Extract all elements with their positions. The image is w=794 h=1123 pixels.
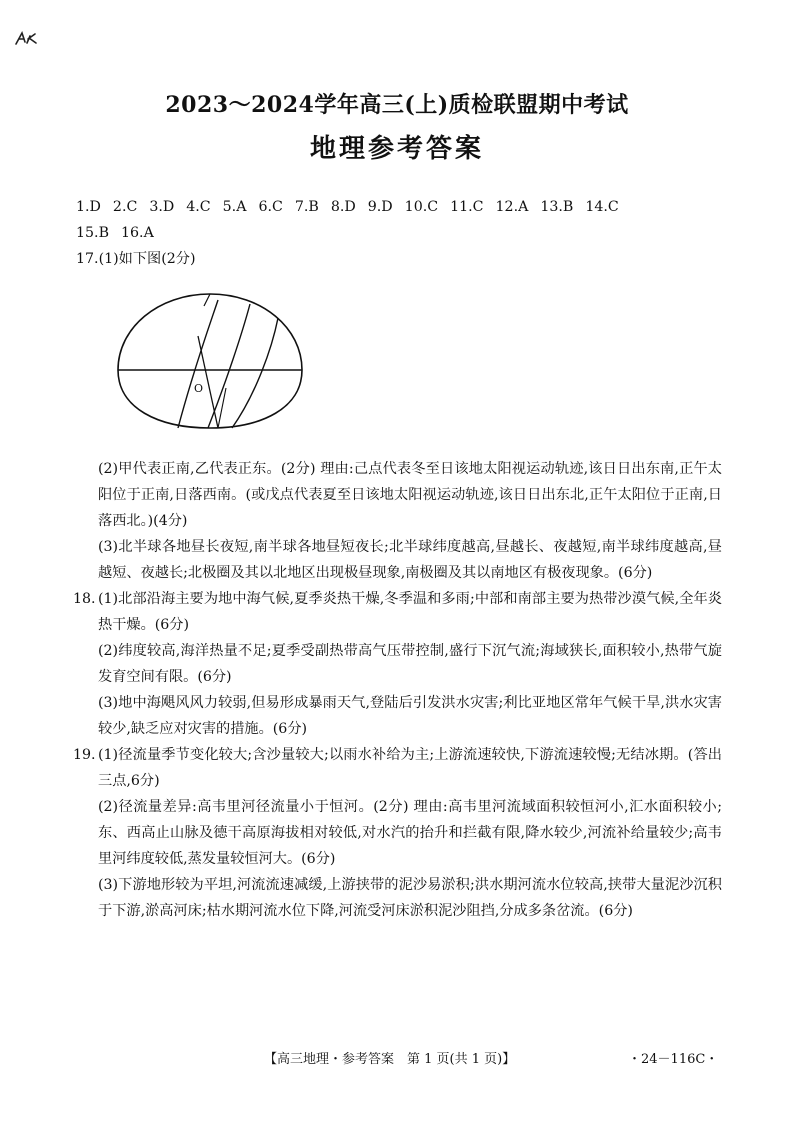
choice-answer: 16.A (121, 225, 154, 241)
choice-answer: 4.C (186, 199, 211, 215)
choice-answer: 1.D (76, 199, 101, 215)
answer-content (73, 194, 722, 924)
choice-answer: 8.D (330, 199, 356, 215)
q18 (73, 586, 722, 742)
choice-answer: 2.C (112, 199, 138, 215)
choice-answer: 5.A (222, 199, 247, 215)
q17-part3: (3)北半球各地昼长夜短,南半球各地昼短夜长;北半球纬度越高,昼越长、夜越短,南半球纬度越高,昼越短、夜越长;北极圈及其以北地区出现极昼现象,南极圈及其以南地区有极夜现象。(6分) (98, 539, 722, 581)
choice-answer: 10.C (404, 199, 439, 215)
choice-answers-line-1 (76, 194, 722, 220)
q19-number: 19. (73, 747, 96, 763)
footer-page-info: 【高三地理・参考答案 第 1 页(共 1 页)】 (264, 1052, 516, 1067)
q19-part3: (3)下游地形较为平坦,河流流速减缓,上游挟带的泥沙易淤积;洪水期河流水位较高,挟带大量泥沙沉积于下游,淤高河床;枯水期河流水位下降,河流受河床淤积泥沙阻挡,分成多条岔流。(6分) (98, 877, 722, 919)
q18-part3: (3)地中海飓风风力较弱,但易形成暴雨天气,登陆后引发洪水灾害;利比亚地区常年气候干旱,洪水灾害较少,缺乏应对灾害的措施。(6分) (98, 695, 722, 737)
choice-answer: 6.C (258, 199, 283, 215)
q18-part2: (2)纬度较高,海洋热量不足;夏季受副热带高气压带控制,盛行下沉气流;海域狭长,面积较小,热带气旋发育空间有限。(6分) (98, 643, 722, 685)
choice-answer: 14.C (585, 199, 619, 215)
sun-path-diagram (110, 278, 310, 446)
choice-answer: 11.C (450, 199, 484, 215)
choice-answers-line-2 (76, 220, 722, 246)
q17-part1: 17.(1)如下图(2分) (76, 251, 196, 267)
diagram-label-o: O (194, 382, 204, 395)
q19 (73, 742, 722, 924)
choice-answer: 12.A (495, 199, 529, 215)
q19-part2: (2)径流量差异:高韦里河径流量小于恒河。(2分) 理由:高韦里河流域面积较恒河小,汇水面积较小;东、西高止山脉及德干高原海拔相对较低,对水汽的抬升和拦截有限,降水较少,河流补给量较少;高韦里河纬度较低,蒸发量较恒河大。(6分) (98, 799, 722, 867)
q18-number: 18. (73, 591, 96, 607)
corner-logo-mark (14, 30, 38, 46)
page-title: 2023～2024学年高三(上)质检联盟期中考试 (165, 92, 629, 118)
choice-answer: 7.B (294, 199, 319, 215)
choice-answer: 13.B (540, 199, 574, 215)
choice-answer: 9.D (367, 199, 393, 215)
q18-part1: (1)北部沿海主要为地中海气候,夏季炎热干燥,冬季温和多雨;中部和南部主要为热带沙漠气候,全年炎热干燥。(6分) (98, 591, 722, 633)
page-subtitle: 地理参考答案 (309, 134, 484, 164)
choice-answer: 15.B (76, 225, 109, 241)
q17-part2: (2)甲代表正南,乙代表正东。(2分) 理由:己点代表冬至日该地太阳视运动轨迹,该日日出东南,正午太阳位于正南,日落西南。(或戊点代表夏至日该地太阳视运动轨迹,该日日出东北,正午太阳位于正南,日落西北。)(4分) (98, 461, 722, 529)
q19-part1: (1)径流量季节变化较大;含沙量较大;以雨水补给为主;上游流速较快,下游流速较慢;无结冰期。(答出三点,6分) (98, 747, 722, 789)
choice-answer: 3.D (149, 199, 175, 215)
footer-doc-code: ・24－116C・ (628, 1052, 719, 1067)
